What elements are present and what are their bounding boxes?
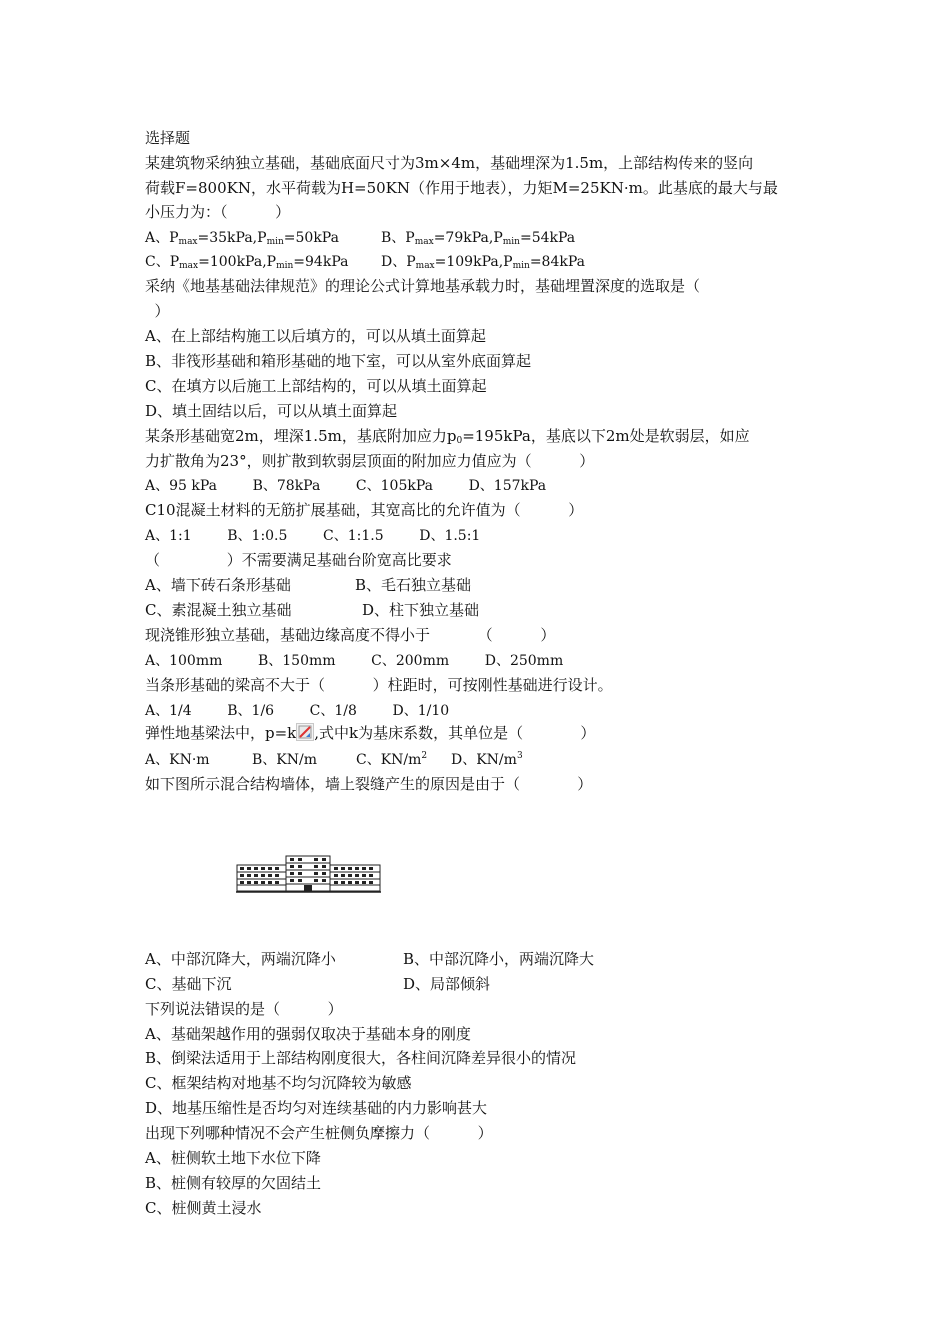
q9-stem: 如下图所示混合结构墙体，墙上裂缝产生的原因是由于（ ） [145, 775, 593, 793]
q2-stem-line2: ） [145, 302, 170, 320]
q11-stem: 出现下列哪种情况不会产生桩侧负摩擦力（ ） [145, 1124, 493, 1142]
q10-option-c: C、框架结构对地基不均匀沉降较为敏感 [145, 1074, 412, 1092]
q3-options: A、95 kPa B、78kPa C、105kPa D、157kPa [145, 478, 547, 494]
q10-stem: 下列说法错误的是（ ） [145, 1000, 343, 1018]
q10-option-a: A、基础架越作用的强弱仅取决于基础本身的刚度 [145, 1025, 471, 1043]
q2-option-a: A、在上部结构施工以后填方的，可以从填土面算起 [145, 327, 486, 345]
formula-image-icon [296, 723, 314, 741]
q5-option-a: A、墙下砖石条形基础 [145, 576, 291, 594]
q5-option-b: B、毛石独立基础 [355, 576, 472, 594]
q8-option-c: C、$KN/m^2$ [356, 751, 428, 768]
q9-option-b: B、中部沉降小，两端沉降大 [403, 950, 595, 968]
section-heading: 选择题 [145, 129, 191, 147]
q7-options: A、1/4 B、1/6 C、1/8 D、1/10 [145, 703, 450, 719]
q4-stem: C10混凝土材料的无筋扩展基础，其宽高比的允许值为（ ） [145, 501, 584, 519]
q7-stem: 当条形基础的梁高不大于（ ）柱距时，可按刚性基础进行设计。 [145, 676, 613, 694]
q2-option-b: B、非筏形基础和箱形基础的地下室，可以从室外底面算起 [145, 352, 532, 370]
q8-option-b: B、KN/m [252, 752, 317, 768]
q3-stem-line1: 某条形基础宽2m，埋深1.5m，基底附加应力$p_0=195kPa$，基底以下2m处是软弱层，如应 [145, 427, 750, 446]
q6-stem: 现浇锥形独立基础，基础边缘高度不得小于 （ ） [145, 626, 556, 644]
q2-option-d: D、填土固结以后，可以从填土面算起 [145, 402, 398, 420]
q11-option-b: B、桩侧有较厚的欠固结土 [145, 1174, 322, 1192]
q2-option-c: C、在填方以后施工上部结构的，可以从填土面算起 [145, 377, 487, 395]
q1-stem-line1: 某建筑物采纳独立基础，基础底面尺寸为3m×4m，基础埋深为1.5m，上部结构传来的竖向 [145, 154, 754, 172]
q10-option-b: B、倒梁法适用于上部结构刚度很大，各柱间沉降差异很小的情况 [145, 1049, 577, 1067]
q5-option-c: C、素混凝土独立基础 [145, 601, 292, 619]
q8-option-d: D、$KN/m^3$ [451, 751, 523, 768]
q4-options: A、1:1 B、1:0.5 C、1:1.5 D、1.5:1 [145, 528, 481, 544]
q10-option-d: D、地基压缩性是否均匀对连续基础的内力影响甚大 [145, 1099, 488, 1117]
q9-option-d: D、局部倾斜 [403, 975, 491, 993]
q11-option-c: C、桩侧黄土浸水 [145, 1199, 262, 1217]
q1-option-c: C、$P_{max}=100kPa,P_{min}=94kPa$ [145, 254, 349, 271]
q1-option-d: D、$P_{max}=109kPa,P_{min}=84kPa$ [381, 254, 585, 271]
q5-stem: （ ）不需要满足基础台阶宽高比要求 [145, 551, 452, 569]
q6-options: A、100mm B、150mm C、200mm D、250mm [145, 653, 564, 669]
q1-stem-line3: 小压力为：（ ） [145, 203, 291, 221]
q9-option-a: A、中部沉降大，两端沉降小 [145, 950, 336, 968]
q8-option-a: A、KN·m [145, 752, 210, 768]
q1-option-b: B、$P_{max}=79kPa,P_{min}=54kPa$ [381, 230, 576, 247]
building-facade-icon [236, 855, 381, 893]
q2-stem-line1: 采纳《地基基础法律规范》的理论公式计算地基承载力时，基础埋置深度的选取是（ [145, 277, 701, 295]
q1-stem-line2: 荷载F=800KN，水平荷载为H=50KN（作用于地表），力矩M=25KN·m。此基底的最大与最 [145, 179, 778, 197]
q1-option-a: A、$P_{max}=35kPa,P_{min}=50kPa$ [145, 230, 339, 247]
q9-option-c: C、基础下沉 [145, 975, 232, 993]
q8-stem: 弹性地基梁法中，p=k ,式中k为基床系数，其单位是（ ） [145, 724, 596, 742]
q3-stem-line2: 力扩散角为23°，则扩散到软弱层顶面的附加应力值应为（ ） [145, 452, 595, 470]
q11-option-a: A、桩侧软土地下水位下降 [145, 1149, 321, 1167]
q5-option-d: D、柱下独立基础 [362, 601, 480, 619]
